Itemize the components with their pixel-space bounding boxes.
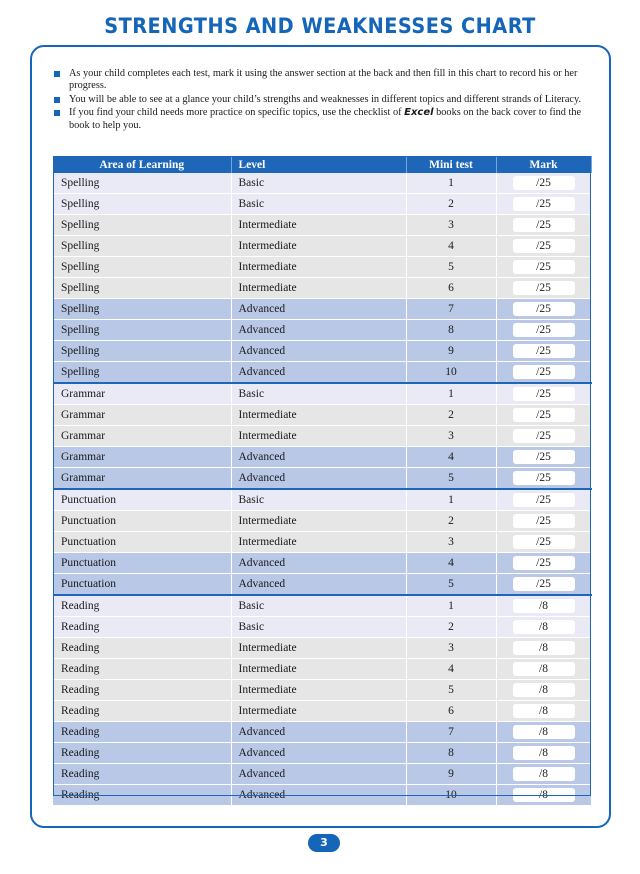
instruction-item (54, 94, 584, 106)
mark-cell (496, 320, 591, 341)
mark-entry-box[interactable]: /8 (513, 599, 575, 613)
mark-cell (496, 257, 591, 278)
mini-test-cell: 2 (406, 194, 496, 215)
mini-test-cell: 6 (406, 701, 496, 722)
area-cell: Reading (53, 659, 231, 680)
instructions-list (54, 68, 584, 133)
level-cell: Advanced (231, 320, 406, 341)
mark-cell (496, 764, 591, 785)
mark-cell (496, 362, 591, 384)
mini-test-cell: 2 (406, 405, 496, 426)
table-row (53, 236, 591, 257)
table-body (53, 173, 591, 806)
table-row (53, 553, 591, 574)
table-row (53, 532, 591, 553)
mark-cell (496, 299, 591, 320)
area-cell: Grammar (53, 468, 231, 490)
mark-entry-box[interactable]: /25 (513, 514, 575, 528)
level-cell: Advanced (231, 341, 406, 362)
level-cell: Advanced (231, 447, 406, 468)
mini-test-cell: 5 (406, 574, 496, 596)
mark-entry-box[interactable]: /25 (513, 387, 575, 401)
level-cell: Advanced (231, 722, 406, 743)
instruction-text: You will be able to see at a glance your child’s strengths and weaknesses in different topics and different strands of Literacy. (69, 93, 582, 105)
table-row (53, 764, 591, 785)
area-cell: Reading (53, 595, 231, 617)
mark-entry-box[interactable]: /25 (513, 323, 575, 337)
level-cell: Advanced (231, 764, 406, 785)
mark-cell (496, 194, 591, 215)
mini-test-cell: 1 (406, 383, 496, 405)
column-header-level: Level (231, 156, 406, 173)
mark-entry-box[interactable]: /25 (513, 176, 575, 190)
area-cell: Spelling (53, 194, 231, 215)
mini-test-cell: 10 (406, 362, 496, 384)
table-row (53, 574, 591, 596)
mark-entry-box[interactable]: /25 (513, 302, 575, 316)
area-cell: Reading (53, 638, 231, 659)
table-row (53, 173, 591, 194)
level-cell: Intermediate (231, 680, 406, 701)
mark-cell (496, 447, 591, 468)
mark-entry-box[interactable]: /25 (513, 218, 575, 232)
area-cell: Punctuation (53, 574, 231, 596)
mini-test-cell: 2 (406, 617, 496, 638)
mark-entry-box[interactable]: /25 (513, 197, 575, 211)
level-cell: Intermediate (231, 215, 406, 236)
area-cell: Spelling (53, 257, 231, 278)
mark-entry-box[interactable]: /25 (513, 535, 575, 549)
mark-cell (496, 574, 591, 596)
mark-entry-box[interactable]: /8 (513, 683, 575, 697)
level-cell: Basic (231, 595, 406, 617)
mark-entry-box[interactable]: /8 (513, 704, 575, 718)
table-row (53, 341, 591, 362)
table-row (53, 194, 591, 215)
table-row (53, 215, 591, 236)
table-header-row (53, 156, 591, 173)
level-cell: Intermediate (231, 659, 406, 680)
level-cell: Basic (231, 489, 406, 511)
mark-cell (496, 489, 591, 511)
mark-entry-box[interactable]: /8 (513, 788, 575, 802)
table-row (53, 383, 591, 405)
table-row (53, 299, 591, 320)
mark-entry-box[interactable]: /25 (513, 556, 575, 570)
mini-test-cell: 5 (406, 257, 496, 278)
mark-cell (496, 722, 591, 743)
area-cell: Grammar (53, 447, 231, 468)
mark-entry-box[interactable]: /8 (513, 725, 575, 739)
level-cell: Basic (231, 383, 406, 405)
table-row (53, 743, 591, 764)
area-cell: Punctuation (53, 532, 231, 553)
progress-table (53, 156, 592, 806)
mark-cell (496, 680, 591, 701)
mark-cell (496, 215, 591, 236)
area-cell: Grammar (53, 426, 231, 447)
area-cell: Punctuation (53, 511, 231, 532)
table-row (53, 426, 591, 447)
level-cell: Advanced (231, 553, 406, 574)
mark-entry-box[interactable]: /8 (513, 767, 575, 781)
mark-cell (496, 617, 591, 638)
mark-cell (496, 468, 591, 490)
instruction-text: As your child completes each test, mark it using the answer section at the back and then fill in this chart to record his or her progress. (69, 68, 578, 92)
level-cell: Basic (231, 194, 406, 215)
area-cell: Punctuation (53, 553, 231, 574)
level-cell: Intermediate (231, 511, 406, 532)
table-row (53, 680, 591, 701)
table-row (53, 595, 591, 617)
column-header-mark: Mark (496, 156, 591, 173)
area-cell: Reading (53, 743, 231, 764)
mark-cell (496, 532, 591, 553)
area-cell: Grammar (53, 383, 231, 405)
table-row (53, 511, 591, 532)
area-cell: Reading (53, 764, 231, 785)
area-cell: Reading (53, 617, 231, 638)
level-cell: Advanced (231, 743, 406, 764)
level-cell: Advanced (231, 785, 406, 806)
level-cell: Advanced (231, 468, 406, 490)
mini-test-cell: 4 (406, 236, 496, 257)
table-row (53, 320, 591, 341)
mark-entry-box[interactable]: /8 (513, 746, 575, 760)
table-row (53, 447, 591, 468)
mini-test-cell: 1 (406, 489, 496, 511)
mini-test-cell: 3 (406, 638, 496, 659)
page-title: STRENGTHS AND WEAKNESSES CHART (104, 14, 536, 38)
mini-test-cell: 9 (406, 764, 496, 785)
level-cell: Intermediate (231, 257, 406, 278)
area-cell: Spelling (53, 299, 231, 320)
bullet-square-icon (54, 110, 60, 116)
level-cell: Intermediate (231, 701, 406, 722)
level-cell: Basic (231, 617, 406, 638)
table-row (53, 722, 591, 743)
mark-entry-box[interactable]: /8 (513, 662, 575, 676)
table-row (53, 405, 591, 426)
mark-cell (496, 743, 591, 764)
mark-entry-box[interactable]: /25 (513, 408, 575, 422)
level-cell: Intermediate (231, 426, 406, 447)
mark-entry-box[interactable]: /25 (513, 471, 575, 485)
mark-cell (496, 785, 591, 806)
area-cell: Punctuation (53, 489, 231, 511)
mark-entry-box[interactable]: /25 (513, 450, 575, 464)
table-row (53, 638, 591, 659)
mini-test-cell: 4 (406, 659, 496, 680)
mark-entry-box[interactable]: /25 (513, 577, 575, 591)
mark-cell (496, 511, 591, 532)
mini-test-cell: 1 (406, 173, 496, 194)
mini-test-cell: 5 (406, 468, 496, 490)
mark-entry-box[interactable]: /25 (513, 239, 575, 253)
level-cell: Advanced (231, 299, 406, 320)
table-row (53, 362, 591, 384)
mark-entry-box[interactable]: /25 (513, 344, 575, 358)
area-cell: Spelling (53, 215, 231, 236)
bullet-square-icon (54, 97, 60, 103)
mini-test-cell: 8 (406, 743, 496, 764)
table-row (53, 468, 591, 490)
mini-test-cell: 3 (406, 532, 496, 553)
table-row (53, 278, 591, 299)
mini-test-cell: 8 (406, 320, 496, 341)
mini-test-cell: 7 (406, 299, 496, 320)
column-header-area: Area of Learning (53, 156, 231, 173)
mark-cell (496, 173, 591, 194)
area-cell: Reading (53, 785, 231, 806)
mark-cell (496, 553, 591, 574)
level-cell: Intermediate (231, 638, 406, 659)
area-cell: Reading (53, 701, 231, 722)
table-row (53, 257, 591, 278)
area-cell: Spelling (53, 341, 231, 362)
mini-test-cell: 3 (406, 215, 496, 236)
mini-test-cell: 4 (406, 447, 496, 468)
level-cell: Intermediate (231, 532, 406, 553)
mini-test-cell: 5 (406, 680, 496, 701)
table-row (53, 489, 591, 511)
mini-test-cell: 3 (406, 426, 496, 447)
mark-entry-box[interactable]: /25 (513, 260, 575, 274)
area-cell: Spelling (53, 173, 231, 194)
mark-cell (496, 426, 591, 447)
column-header-mini-test: Mini test (406, 156, 496, 173)
mark-cell (496, 278, 591, 299)
level-cell: Intermediate (231, 405, 406, 426)
area-cell: Reading (53, 722, 231, 743)
mark-cell (496, 659, 591, 680)
mini-test-cell: 7 (406, 722, 496, 743)
mini-test-cell: 4 (406, 553, 496, 574)
instruction-text: books on the back cover to find the book to help you. (69, 107, 582, 131)
mini-test-cell: 2 (406, 511, 496, 532)
mark-cell (496, 405, 591, 426)
instruction-item (54, 107, 584, 132)
level-cell: Intermediate (231, 278, 406, 299)
mini-test-cell: 10 (406, 785, 496, 806)
mark-entry-box[interactable]: /25 (513, 493, 575, 507)
mark-entry-box[interactable]: /8 (513, 620, 575, 634)
mini-test-cell: 9 (406, 341, 496, 362)
area-cell: Reading (53, 680, 231, 701)
table-row (53, 617, 591, 638)
table-row (53, 701, 591, 722)
mark-cell (496, 595, 591, 617)
area-cell: Spelling (53, 236, 231, 257)
mark-entry-box[interactable]: /25 (513, 281, 575, 295)
area-cell: Spelling (53, 278, 231, 299)
mini-test-cell: 6 (406, 278, 496, 299)
mark-entry-box[interactable]: /8 (513, 641, 575, 655)
mark-cell (496, 341, 591, 362)
instruction-item (54, 68, 584, 93)
level-cell: Advanced (231, 574, 406, 596)
area-cell: Spelling (53, 320, 231, 341)
excel-brand: Excel (404, 107, 434, 119)
area-cell: Grammar (53, 405, 231, 426)
mark-cell (496, 701, 591, 722)
area-cell: Spelling (53, 362, 231, 384)
mark-entry-box[interactable]: /25 (513, 429, 575, 443)
mark-entry-box[interactable]: /25 (513, 365, 575, 379)
mini-test-cell: 1 (406, 595, 496, 617)
level-cell: Basic (231, 173, 406, 194)
level-cell: Intermediate (231, 236, 406, 257)
bullet-square-icon (54, 71, 60, 77)
mark-cell (496, 383, 591, 405)
instruction-text: If you find your child needs more practice on specific topics, use the checklist of (69, 107, 402, 119)
table-row (53, 785, 591, 806)
mark-cell (496, 638, 591, 659)
page-number: 3 (308, 834, 340, 852)
mark-cell (496, 236, 591, 257)
table-row (53, 659, 591, 680)
level-cell: Advanced (231, 362, 406, 384)
